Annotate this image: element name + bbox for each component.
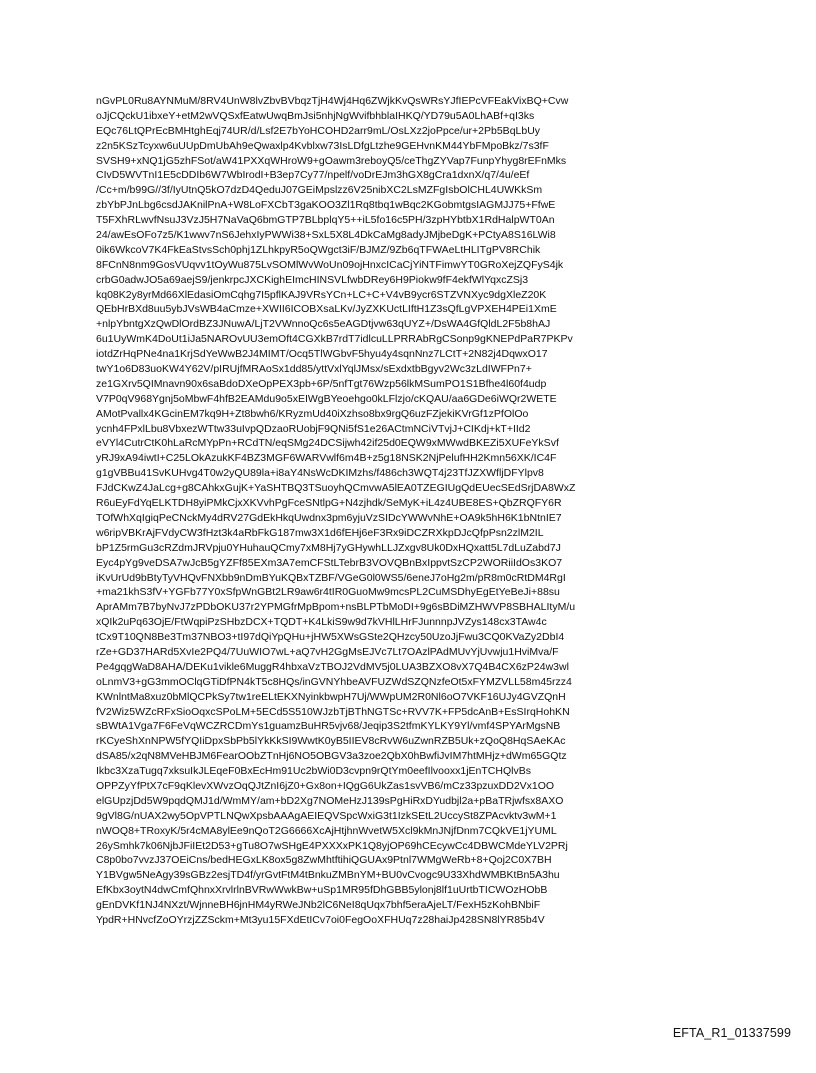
text-line: AMotPvallx4KGcinEM7kq9H+Zt8bwh6/KRyzmUd40iXzhso8bx9rgQ6uzFZjekiKVrGf1zPfOlOo [96,407,529,420]
text-line: sBWtA1Vga7F6FeVqWCZRCDmYs1guamzBuHR5vjv68/Jeqip3S2tfmKYLKY9Yl/vmf4SPYArMgsNB [96,720,561,733]
text-line: twY1o6D83uoKW4Y62V/pIRUjfMRAoSx1dd85/yttVxlYqlJMsx/sExdxtbBgyv2Wc3zLdIWFPn7+ [96,363,532,376]
text-line: tCx9T10QN8Be3Tm37NBO3+tI97dQiYpQHu+jHW5XWsGSte2QHzcy50UzoJjFwu3CQ0KVaZy2DbI4 [96,631,565,644]
text-line: eVYl4CutrCtK0hLaRcMYpPn+RCdTN/eqSMg24DCSijwh42if25d0EQW9xMWwdBKEZi5XUFeYkSvf [96,437,559,450]
text-line: 6u1UyWmK4DoUt1iJa5NAROvUU3emOft4CGXkB7rdT7idlcuLLPRRAbRgCSonp9gKNEPdPaR7PKPv [96,333,573,346]
text-line: CIvD5WVTnI1E5cDDIb6W7WbIrodI+B3ep7Cy77/npelf/voDrEJm3hGX8gCra1dxnX/q7/4u/eEf [96,169,530,182]
text-line: Pe4gqgWaD8AHA/DEKu1vikle6MuggR4hbxaVzTBOJ2VdMV5j0LUA3BZXO8vX7Q4B4CX6zP24w3wl [96,660,569,673]
text-line: crbG0adwJO5a69aejS9/jenkrpcJXCKighEImcHINSVLfwbDRey6H9Piokw9fF4ekfWlYqxcZSj3 [96,273,529,286]
text-line: 26ySmhk7k06NjbJFiIEt2D53+gTu8O7wSHgE4PXXXxPK1Q8yjOP69hCEcywCc4DBWCMdeYLV2PRj [96,839,568,852]
text-line: yRJ9xA94iwtI+C25LOkAzukKF4BZ3MGF6WARVwlf6m4B+z5g18NSK2NjPelufHH2Kmn56XK/IC4F [96,452,557,465]
text-line: iotdZrHqPNe4na1KrjSdYeWwB2J4MIMT/Ocq5TlWGbvF5hyu4y4sqnNnz7LCtT+2N82j4DqwxO17 [96,348,548,361]
text-line: R6uEyFdYqELKTDH8yiPMkCjxXKVvhPgFceSNtlpG+N4zjhdk/SeMyK+iL4z4UBE8ES+QbZRQFY6R [96,497,562,510]
text-line: ze1GXrv5QIMnavn90x6saBdoDXeOpPEX3pb+6P/5nfTgt76Wzp56lkMSumPO1S1Bfhe4l60f4udp [96,377,547,390]
text-line: C8p0bo7vvzJ37OEiCns/bedHEGxLK8ox5g8ZwMhtftihiQGUAx9Ptnl7WMgWeRb+8+Qoj2C0X7BH [96,854,552,867]
text-line: oLnmV3+gG3mmOClqGTiDfPN4kT5c8HQs/inGVNYhbeAVFUZWdSZQNzfeOt5xFYMZVLL58m45rzz4 [96,675,572,688]
text-line: kq08K2y8yrMd66XlEdasiOmCqhg7I5pflKAJ9VRsYCn+LC+C+V4vB9ycr6STZVNXyc9dgXleZ20K [96,288,547,301]
text-line: FJdCKwZ4JaLcg+g8CAhkxGujK+YaSHTBQ3TSuoyhQCmvwA5lEA0TZEGIUgQdEUecSEdSrjDA8WxZ [96,482,576,495]
text-line: Eyc4pYg9veDSA7wJcB5gYZFf85EXm3A7emCFStLTebrB3VOVQBnBxIppvtSzCP2WORiiIdOs3KO7 [96,556,563,569]
text-line: bP1Z5rmGu3cRZdmJRVpju0YHuhauQCmy7xM8Hj7yGHywhLLJZxgv8Uk0DxHQxatt5L7dLuZabd7J [96,541,561,554]
text-line: ycnh4FPxlLbu8VbxezWTtw33uIvpQDzaoRUobjF9QNi5fS1e26ACtmNCiVTvjJ+CIKdj+kT+IId2 [96,422,531,435]
text-line: T5FXhRLwvfNsuJ3VzJ5H7NaVaQ6bmGTP7BLbplqY5++iL5fo16c5PH/3zpHYbtbX1RdHalpWT0An [96,214,555,227]
text-line: Ikbc3XzaTugq7xksuIkJLEqeF0BxEcHm91Uc2bWi0D3cvpn9rQtYm0eefIlvooxx1jEnTCHQlvBs [96,765,531,778]
text-line: EQc76LtQPrEcBMHtghEqj74UR/d/Lsf2E7bYoHCOHD2arr9mL/OsLXz2joPpce/ur+2Pb5BqLbUy [96,124,541,137]
text-line: w6ripVBKrAjFVdyCW3fHzt3k4aRbFkG187mw3X1d6fEHj6eF3Rx9iDCZRXkpDJcQfpPsn2zlM2IL [96,526,544,539]
text-line: +ma21khS3fV+YGFb77Y0xSfpWnGBt2LR9aw6r4tIR0GuoMw9mcsPL2CuMSDhyEgEtYeBeJi+88su [96,586,560,599]
text-line: QEbHrBXd8uu5ybJVsWB4aCmze+XWII6ICOBXsaLKv/JyZXKUctLIftH1Z3sQfLgVPXEH4PEi1XmE [96,303,557,316]
text-line: 24/awEsOFo7z5/K1wwv7nS6JehxIyPWWi38+SxL5X8L4DkCaMg8adyJMjbeDgK+PCtyA8S16LWi8 [96,229,556,242]
text-line: Y1BVgw5NeAgy39sGBz2esjTD4f/yrGvtFtM4tBnkuZMBnYM+BU0vCvogc9U33XhdWMBKtBn5A3hu [96,869,560,882]
text-line: /Cc+m/b99G//3f/IyUtnQ5kO7dzD4QeduJ07GEiMpslzz6V25nibXC2LsMZFgIsbOlCHL4UWKkSm [96,184,543,197]
text-line: 9gVl8G/nUAX2wy5OpVPTLNQwXpsbAAAgAEIEQVSpcWxiG3t1IzkSEtL2UccySt8ZPAcvktv3wM+1 [96,809,557,822]
text-line: gEnDVKf1NJ4NXzt/WjnneBH6jnHM4yRWeJNb2lC6NeI8qUqx7bhf5eraAjeLT/FexH5zKohBNbiF [96,899,541,912]
text-line: EfKbx3oytN4dwCmfQhnxXrvlrlnBVRwWwkBw+uSp1MR95fDhGBB5ylonj8lf1uUrtbTICWOzHObB [96,884,548,897]
text-line: xQIk2uPq63OjE/FtWqpiPzSHbzDCX+TQDT+K4LkiS9w9d7kVHlLHrFJunnnpJVZys148cx3TAw4c [96,616,547,629]
text-line: OPPZyYfPtX7cF9qKlevXWvzOqQJtZnI6jZ0+Gx8on+IQgG6UkZas1svVB6/mCz33pzuxDD2Vx1OO [96,779,555,792]
text-line: g1gVBBu41SvKUHvg4T0w2yQU89la+i8aY4NsWcDKIMzhs/f486ch3WQT4j23TfJZXWfljDFYlpv8 [96,467,544,480]
text-line: +nlpYbntgXzQwDlOrdBZ3JNuwA/LjT2VWnnoQc6s5eAGDtjvw63qUYZ+/DsWA4GfQldL2F5b8hAJ [96,318,551,331]
text-line: nWOQ8+TRoxyK/5r4cMA8ylEe9nQoT2G6666XcAjHtjhnWvetW5Xcl9kMnJNjfDnm7CQkVE1jYUML [96,824,557,837]
text-line: dSA85/x2qN8MVeHBJM6FearOObZTnHj6NO5OBGV3a3zoe2QbX0hBwfiJvIM7htMHjz+dWm65GQtz [96,750,567,763]
text-line: KWnlntMa8xuz0bMlQCPkSy7tw1reELtEKXNyinkbwpH7Uj/WWpUM2R0Nl6oO7VKF16UJy4GVZQnH [96,690,566,703]
text-line: 8FCnN8nm9GosVUqvv1tOyWu875LvSOMlWvWoUn09ojHnxcICaCjYiNTFimwYT0GRoXejZQFyS4jk [96,258,564,271]
encoded-text-block [96,94,736,928]
text-line: SVSH9+xNQ1jG5zhFSot/aW41PXXqWHroW9+gOawm3reboyQ5/ceThgZYVap7FunpYhyg8rEFnMks [96,154,567,167]
bates-number: EFTA_R1_01337599 [672,1026,791,1040]
text-line: z2n5KSzTcyxw6uUUpDmUbAh9eQwaxlp4Kvblxw73IsLDfgLtzhe9GEHvnKM44YbFMpoBkz/7s3fF [96,139,549,152]
text-line: V7P0qV968Ygnj5oMbwF4hfB2EAMdu9o5xEIWgBYeoehgo0kLFlzjo/cKQAU/aa6GDe6iWQr2WETE [96,392,557,405]
text-line: oJjCQckU1ibxeY+etM2wVQSxfEatwUwqBmJsi5nhjNgWvifbhblaIHKQ/YD79u5A0LhABf+qI3ks [96,109,535,122]
text-line: zbYbPJnLbg6csdJAKnilPnA+W8LoFXCbT3gaKOO3Zl1Rq8tbq1wBqc2KGobmtgsIAGMJJ75+FfwE [96,199,556,212]
text-line: 0ik6WkcoV7K4FkEaStvsSch0phj1ZLhkpyR5oQWgct3iF/BJMZ/9Zb6qTFWAeLtHLITgPV8RChik [96,243,541,256]
text-line: rZe+GD37HARd5XvIe2PQ4/7UuWIO7wL+aQ7vH2GgMsEJVc7Lt7OAzlPAdMUvYjUvwju1HviMva/F [96,645,559,658]
text-line: elGUpzjDd5W9pqdQMJ1d/WmMY/am+bD2Xg7NOMeHzJ139sPgHiRxDYudbjl2a+pBaTRjwfsx8AXO [96,794,564,807]
text-line: iKvUrUd9bBtyTyVHQvFNXbb9nDmBYuKQBxTZBF/VGeG0l0WS5/6eneJ7oHg2m/pR8m0cRtDM4RgI [96,571,566,584]
text-line: fV2Wiz5WZcRFxSioOqxcSPoLM+5ECd5S510WJzbTjBThNGTSc+RVV7K+FP5dcAnB+EsSIrqHohKN [96,705,570,718]
text-line: nGvPL0Ru8AYNMuM/8RV4UnW8lvZbvBVbqzTjH4Wj4Hq6ZWjkKvQsWRsYJfIEPcVFEakVixBQ+Cvw [96,95,569,107]
text-line: TOfWhXqIgiqPeCNckMy4dRV27GdEkHkqUwdnx3pm6yjuVzSIDcYWWvNhE+OA9k5hH6K1bNtnIE7 [96,511,562,524]
text-line: YpdR+HNvcfZoOYrzjZZSckm+Mt3yu15FXdEtICv7oi0FegOoXFHUq7z28haiJp428SN8lYR85b4V [96,913,545,926]
text-line: rKCyeShXnNPW5fYQIiDpxSbPb5lYkKkSI9WwtK0yB5IIEV8cRvW6uZwnRZB5Uk+zQoQ8HqSAeKAc [96,735,566,748]
text-line: AprAMm7B7byNvJ7zPDbOKU37r2YPMGfrMpBpom+nsBLPTbMoDI+9g6sBDiMZHWVP8SBHALItyM/u [96,601,576,614]
